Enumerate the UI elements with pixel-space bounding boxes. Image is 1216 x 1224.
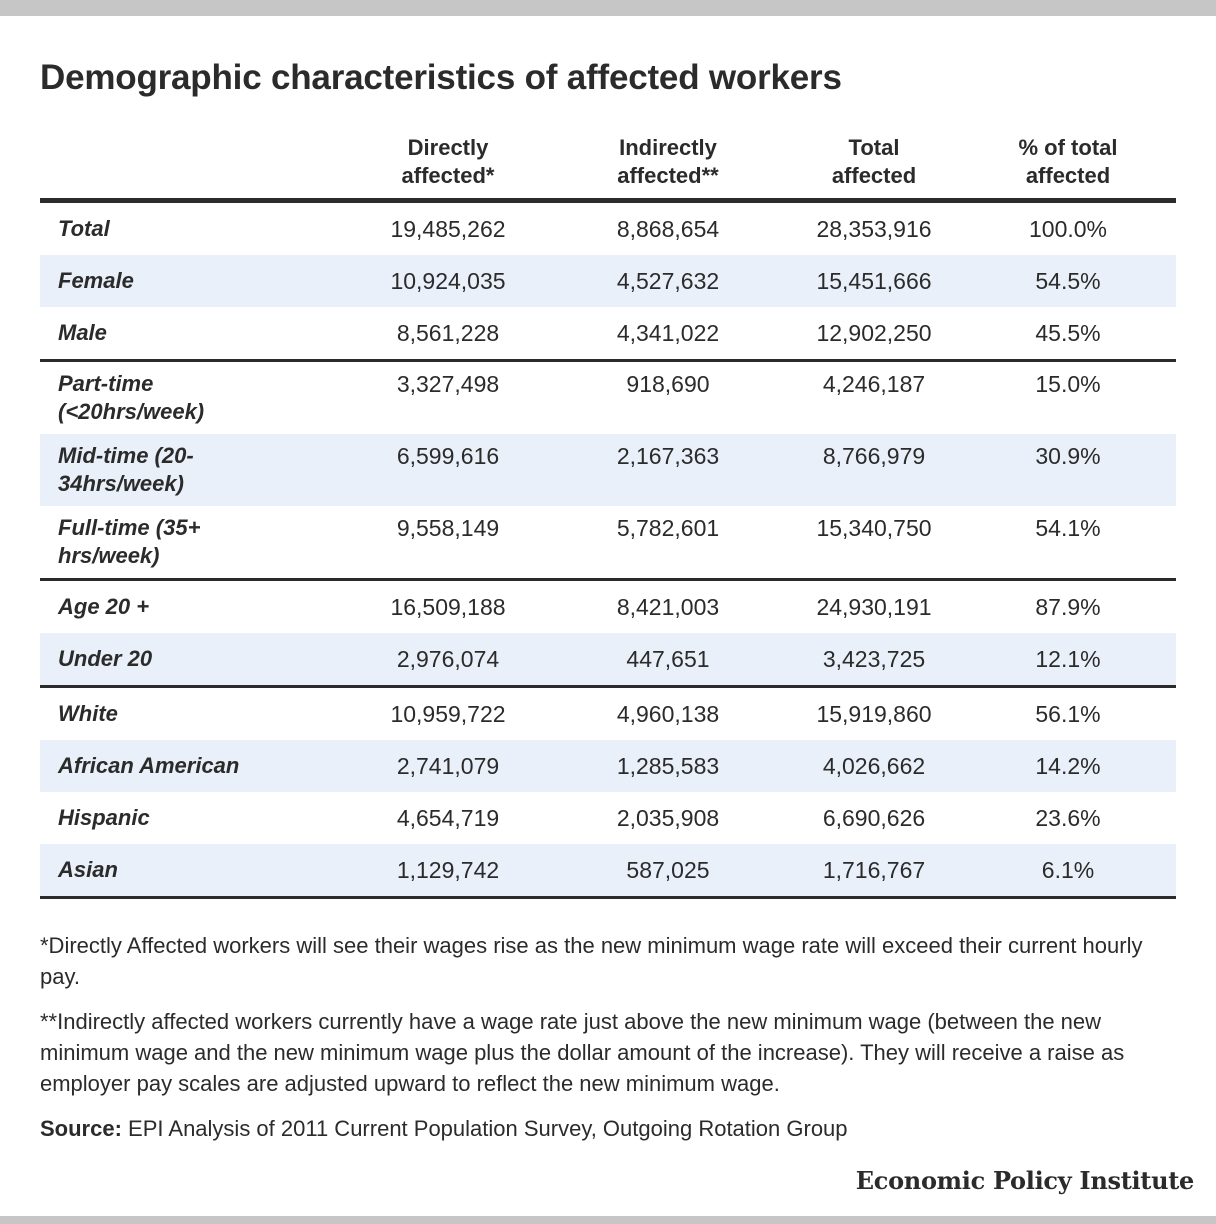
footnote-direct: *Directly Affected workers will see their wages rise as the new minimum wage rate will exceed their current hourly pay.: [40, 933, 1143, 989]
row-label: [58, 752, 338, 780]
table-cell-total: 4,246,187: [822, 371, 926, 397]
column-header-line: Indirectly: [619, 135, 717, 160]
row-label: [58, 700, 338, 728]
row-label-line: 34hrs/week): [58, 471, 184, 496]
table-cell-percent: 100.0%: [1028, 216, 1107, 242]
column-header-line: Total: [848, 135, 900, 160]
data-table: [40, 198, 1176, 899]
row-label-line: Hispanic: [58, 805, 150, 830]
table-cell-directly: 2,741,079: [396, 753, 500, 779]
column-header-directly: [338, 134, 558, 190]
table-cell-indirectly: 5,782,601: [616, 515, 720, 541]
table-row: [40, 844, 1176, 896]
column-header-line: affected: [831, 163, 917, 188]
column-header-line: Directly: [407, 135, 489, 160]
table-cell-directly: 6,599,616: [396, 443, 500, 469]
column-header-line: affected*: [401, 163, 495, 188]
table-cell-directly: 1,129,742: [396, 857, 500, 883]
column-header-total: [764, 134, 984, 190]
table-cell-indirectly: 8,421,003: [616, 594, 720, 620]
table-row: [40, 688, 1176, 740]
row-label: [58, 514, 258, 570]
table-cell-directly: 10,959,722: [390, 701, 506, 727]
table-cell-total: 24,930,191: [816, 594, 932, 620]
table-cell-percent: 12.1%: [1035, 646, 1101, 672]
table-cell-indirectly: 4,341,022: [616, 320, 720, 346]
table-cell-total: 15,451,666: [816, 268, 932, 294]
table-cell-percent: 6.1%: [1041, 857, 1095, 883]
table-cell-directly: 19,485,262: [390, 216, 506, 242]
table-cell-percent: 45.5%: [1035, 320, 1101, 346]
table-cell-total: 8,766,979: [822, 443, 926, 469]
footnotes: [40, 930, 1180, 1144]
table-cell-indirectly: 1,285,583: [616, 753, 720, 779]
row-label: [58, 267, 338, 295]
table-cell-total: 6,690,626: [822, 805, 926, 831]
table-cell-indirectly: 447,651: [626, 646, 710, 672]
column-header-line: affected: [1025, 163, 1111, 188]
table-row: [40, 581, 1176, 633]
row-label: [58, 370, 258, 426]
column-headers: [40, 134, 1176, 194]
table-cell-directly: 2,976,074: [396, 646, 500, 672]
row-label-line: Mid-time (20-: [58, 443, 194, 468]
table-row: [40, 255, 1176, 307]
table-cell-total: 4,026,662: [822, 753, 926, 779]
row-label: [58, 856, 338, 884]
row-label: [58, 215, 338, 243]
table-row: [40, 434, 1176, 506]
table-bottom-rule: [40, 896, 1176, 899]
table-row: [40, 633, 1176, 685]
brand-logo: Economic Policy Institute: [855, 1166, 1194, 1195]
bottom-border: [0, 1216, 1216, 1224]
row-label: [58, 804, 338, 832]
table-row: [40, 506, 1176, 578]
table-cell-indirectly: 2,035,908: [616, 805, 720, 831]
row-label-line: Total: [58, 216, 110, 241]
row-label-line: Age 20 +: [58, 594, 150, 619]
table-cell-directly: 8,561,228: [396, 320, 500, 346]
row-label-line: Female: [58, 268, 134, 293]
top-border: [0, 0, 1216, 16]
column-header-indirectly: [558, 134, 778, 190]
table-title: Demographic characteristics of affected workers: [40, 58, 842, 97]
table-row: [40, 740, 1176, 792]
table-cell-percent: 14.2%: [1035, 753, 1101, 779]
row-label: [58, 593, 338, 621]
table-row: [40, 362, 1176, 434]
table-cell-directly: 3,327,498: [396, 371, 500, 397]
column-header-line: affected**: [617, 163, 719, 188]
row-label-line: Male: [58, 320, 107, 345]
source-note: [40, 1113, 1180, 1144]
table-cell-percent: 54.1%: [1035, 515, 1101, 541]
source-text: EPI Analysis of 2011 Current Population Survey, Outgoing Rotation Group: [121, 1116, 848, 1141]
column-header-percent: [958, 134, 1178, 190]
table-cell-indirectly: 4,960,138: [616, 701, 720, 727]
table-cell-total: 1,716,767: [822, 857, 926, 883]
table-cell-directly: 10,924,035: [390, 268, 506, 294]
table-cell-total: 12,902,250: [816, 320, 932, 346]
table-cell-directly: 4,654,719: [396, 805, 500, 831]
table-cell-total: 28,353,916: [816, 216, 932, 242]
row-label: [58, 645, 338, 673]
row-label-line: White: [58, 701, 118, 726]
source-label: Source:: [40, 1116, 122, 1141]
table-cell-total: 15,919,860: [816, 701, 932, 727]
table-cell-indirectly: 2,167,363: [616, 443, 720, 469]
table-cell-percent: 87.9%: [1035, 594, 1101, 620]
table-row: [40, 792, 1176, 844]
row-label-line: Full-time (35+: [58, 515, 201, 540]
row-label: [58, 442, 258, 498]
table-cell-indirectly: 918,690: [626, 371, 710, 397]
row-label-line: African American: [58, 753, 240, 778]
row-label-line: Asian: [58, 857, 118, 882]
table-cell-percent: 56.1%: [1035, 701, 1101, 727]
row-label-line: Under 20: [58, 646, 153, 671]
table-cell-percent: 15.0%: [1035, 371, 1101, 397]
row-label: [58, 319, 338, 347]
column-header-line: % of total: [1018, 135, 1118, 160]
table-cell-indirectly: 8,868,654: [616, 216, 720, 242]
table-cell-percent: 54.5%: [1035, 268, 1101, 294]
table-cell-indirectly: 587,025: [626, 857, 710, 883]
table-cell-indirectly: 4,527,632: [616, 268, 720, 294]
table-cell-percent: 30.9%: [1035, 443, 1101, 469]
row-label-line: Part-time: [58, 371, 154, 396]
table-cell-percent: 23.6%: [1035, 805, 1101, 831]
table-cell-total: 15,340,750: [816, 515, 932, 541]
row-label-line: hrs/week): [58, 543, 160, 568]
table-row: [40, 307, 1176, 359]
row-label-line: (<20hrs/week): [58, 399, 205, 424]
table-row: [40, 203, 1176, 255]
table-cell-total: 3,423,725: [822, 646, 926, 672]
table-cell-directly: 16,509,188: [390, 594, 506, 620]
table-cell-directly: 9,558,149: [396, 515, 500, 541]
footnote-indirect: **Indirectly affected workers currently have a wage rate just above the new minimum wage (between the new minimum wage and the new minimum wage plus the dollar amount of the increase). They will receive a raise as employer pay scales are adjusted upward to reflect the new minimum wage.: [40, 1009, 1125, 1096]
